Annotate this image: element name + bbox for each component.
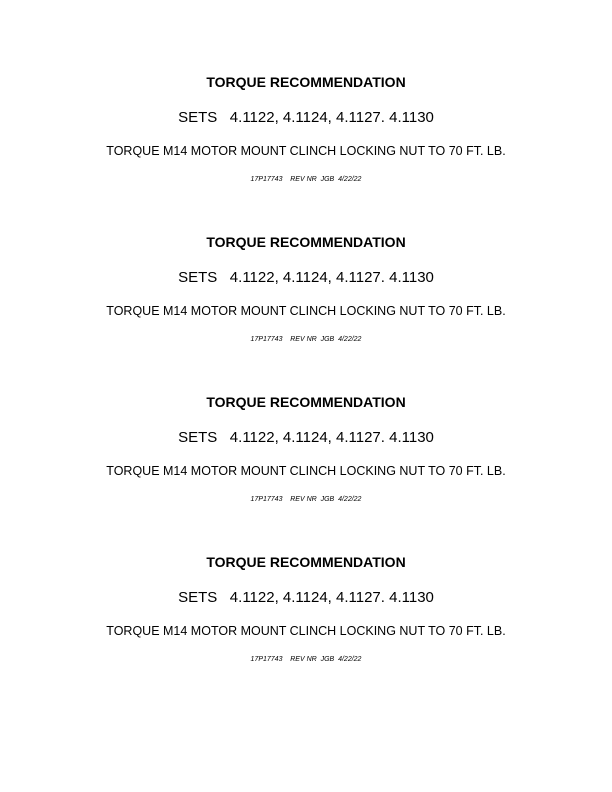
label-title: TORQUE RECOMMENDATION bbox=[206, 394, 406, 410]
label-reference: 17P17743 REV NR JGB 4/22/22 bbox=[250, 336, 362, 343]
label-sets: SETS 4.1122, 4.1124, 4.1127. 4.1130 bbox=[178, 429, 434, 446]
label-reference: 17P17743 REV NR JGB 4/22/22 bbox=[250, 496, 362, 503]
label-instruction: TORQUE M14 MOTOR MOUNT CLINCH LOCKING NUT TO 70 FT. LB. bbox=[106, 144, 506, 158]
label-sets: SETS 4.1122, 4.1124, 4.1127. 4.1130 bbox=[178, 589, 434, 606]
label-reference: 17P17743 REV NR JGB 4/22/22 bbox=[250, 176, 362, 183]
label-title: TORQUE RECOMMENDATION bbox=[206, 554, 406, 570]
label-reference: 17P17743 REV NR JGB 4/22/22 bbox=[250, 656, 362, 663]
label-sets: SETS 4.1122, 4.1124, 4.1127. 4.1130 bbox=[178, 109, 434, 126]
label-title: TORQUE RECOMMENDATION bbox=[206, 74, 406, 90]
label-instruction: TORQUE M14 MOTOR MOUNT CLINCH LOCKING NUT TO 70 FT. LB. bbox=[106, 304, 506, 318]
label-instruction: TORQUE M14 MOTOR MOUNT CLINCH LOCKING NUT TO 70 FT. LB. bbox=[106, 624, 506, 638]
label-sets: SETS 4.1122, 4.1124, 4.1127. 4.1130 bbox=[178, 269, 434, 286]
label-title: TORQUE RECOMMENDATION bbox=[206, 234, 406, 250]
label-instruction: TORQUE M14 MOTOR MOUNT CLINCH LOCKING NUT TO 70 FT. LB. bbox=[106, 464, 506, 478]
